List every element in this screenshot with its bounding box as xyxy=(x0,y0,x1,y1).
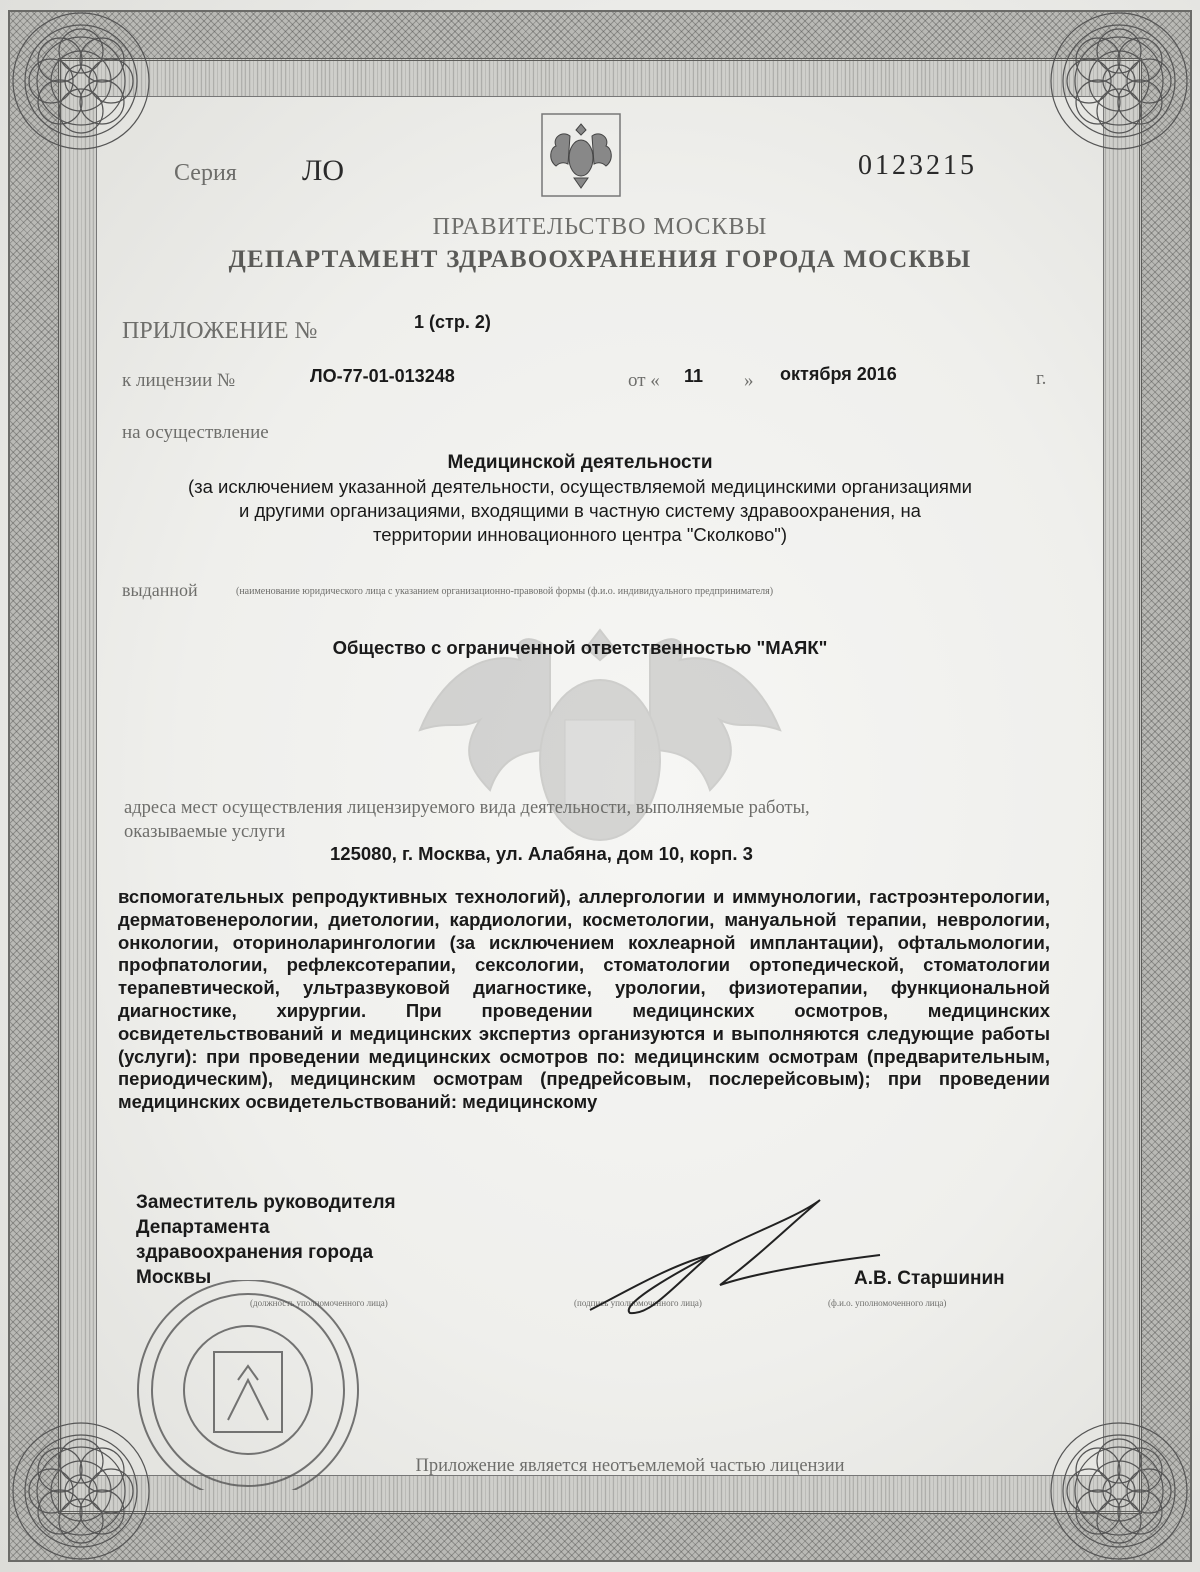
corner-rosette-icon xyxy=(1044,6,1194,156)
series-label: Серия xyxy=(174,160,237,186)
form-number: 0123215 xyxy=(858,150,977,181)
issued-label: выданной xyxy=(122,580,198,600)
license-quote-close: » xyxy=(744,370,754,391)
corner-rosette-icon xyxy=(1044,1416,1194,1566)
activity-line-1: (за исключением указанной деятельности, осуществляемой медицинскими организациями xyxy=(187,476,973,497)
russian-eagle-emblem-icon xyxy=(540,112,622,198)
corner-rosette-icon xyxy=(6,6,156,156)
address-label-line-1: адреса мест осуществления лицензируемого вида деятельности, выполняемые работы, xyxy=(124,798,810,818)
appendix-value: 1 (стр. 2) xyxy=(414,312,491,332)
signatory-name: А.В. Старшинин xyxy=(854,1268,1005,1289)
signatory-position-line-3: здравоохранения города xyxy=(136,1242,374,1263)
signature-hint: (подпись уполномоченного лица) xyxy=(574,1298,702,1308)
license-year-suffix: г. xyxy=(1036,368,1047,389)
footer-note: Приложение является неотъемлемой частью лицензии xyxy=(415,1456,845,1476)
services-list-text: вспомогательных репродуктивных технологий), аллергологии и иммунологии, гастроэнтерологии, дерматовенерологии, диетологии, кардиологии, косметологии, мануальной терапии, неврологии, онкологии, оториноларингологии (за исключением кохлеарной имплантации), офтальмологии, профпатологии, рефлексотерапии, сексологии, стоматологии ортопедической, стоматологии терапевтической, ультразвуковой диагностике, урологии, физиотерапии, функциональной диагностике, хирургии. При проведении медицинских осмотров, медицинских освидетельствований и медицинских экспертиз организуются и выполняются следующие работы (услуги): при проведении медицинских осмотров по: медицинским осмотрам (предварительным, периодическим), медицинским осмотрам (предрейсовым, послерейсовым); при проведении медицинских освидетельствований: медицинскому xyxy=(118,886,1050,1113)
activity-line-2: и другими организациями, входящими в частную систему здравоохранения, на xyxy=(239,500,921,521)
license-number: ЛО-77-01-013248 xyxy=(310,366,455,386)
signatory-position-line-4: Москвы xyxy=(136,1267,212,1288)
license-label: к лицензии № xyxy=(122,370,236,391)
signatory-position-line-1: Заместитель руководителя xyxy=(136,1192,396,1213)
license-date: октября 2016 xyxy=(780,364,897,384)
activity-title: Медицинской деятельности xyxy=(447,452,713,473)
license-from-label: от « xyxy=(628,370,660,391)
series-value: ЛО xyxy=(302,154,345,187)
address-label-line-2: оказываемые услуги xyxy=(124,822,286,842)
organization-name: Общество с ограниченной ответственностью "МАЯК" xyxy=(332,637,828,658)
handwritten-signature-icon xyxy=(560,1195,890,1325)
signatory-name-hint: (ф.и.о. уполномоченного лица) xyxy=(828,1298,947,1308)
government-title: ПРАВИТЕЛЬСТВО МОСКВЫ xyxy=(432,214,768,240)
signatory-position-hint: (должность уполномоченного лица) xyxy=(250,1298,388,1308)
license-day: 11 xyxy=(684,366,704,386)
department-title: ДЕПАРТАМЕНТ ЗДРАВООХРАНЕНИЯ ГОРОДА МОСКВЫ xyxy=(228,246,972,273)
activity-label: на осуществление xyxy=(122,422,269,443)
activity-line-3: территории инновационного центра "Сколково") xyxy=(372,524,787,545)
issued-hint: (наименование юридического лица с указанием организационно-правовой формы (ф.и.о. индивидуального предпринимателя) xyxy=(236,586,774,597)
signatory-position-line-2: Департамента xyxy=(136,1217,270,1238)
appendix-label: ПРИЛОЖЕНИЕ № xyxy=(122,318,318,344)
address-value: 125080, г. Москва, ул. Алабяна, дом 10, корп. 3 xyxy=(330,843,753,864)
